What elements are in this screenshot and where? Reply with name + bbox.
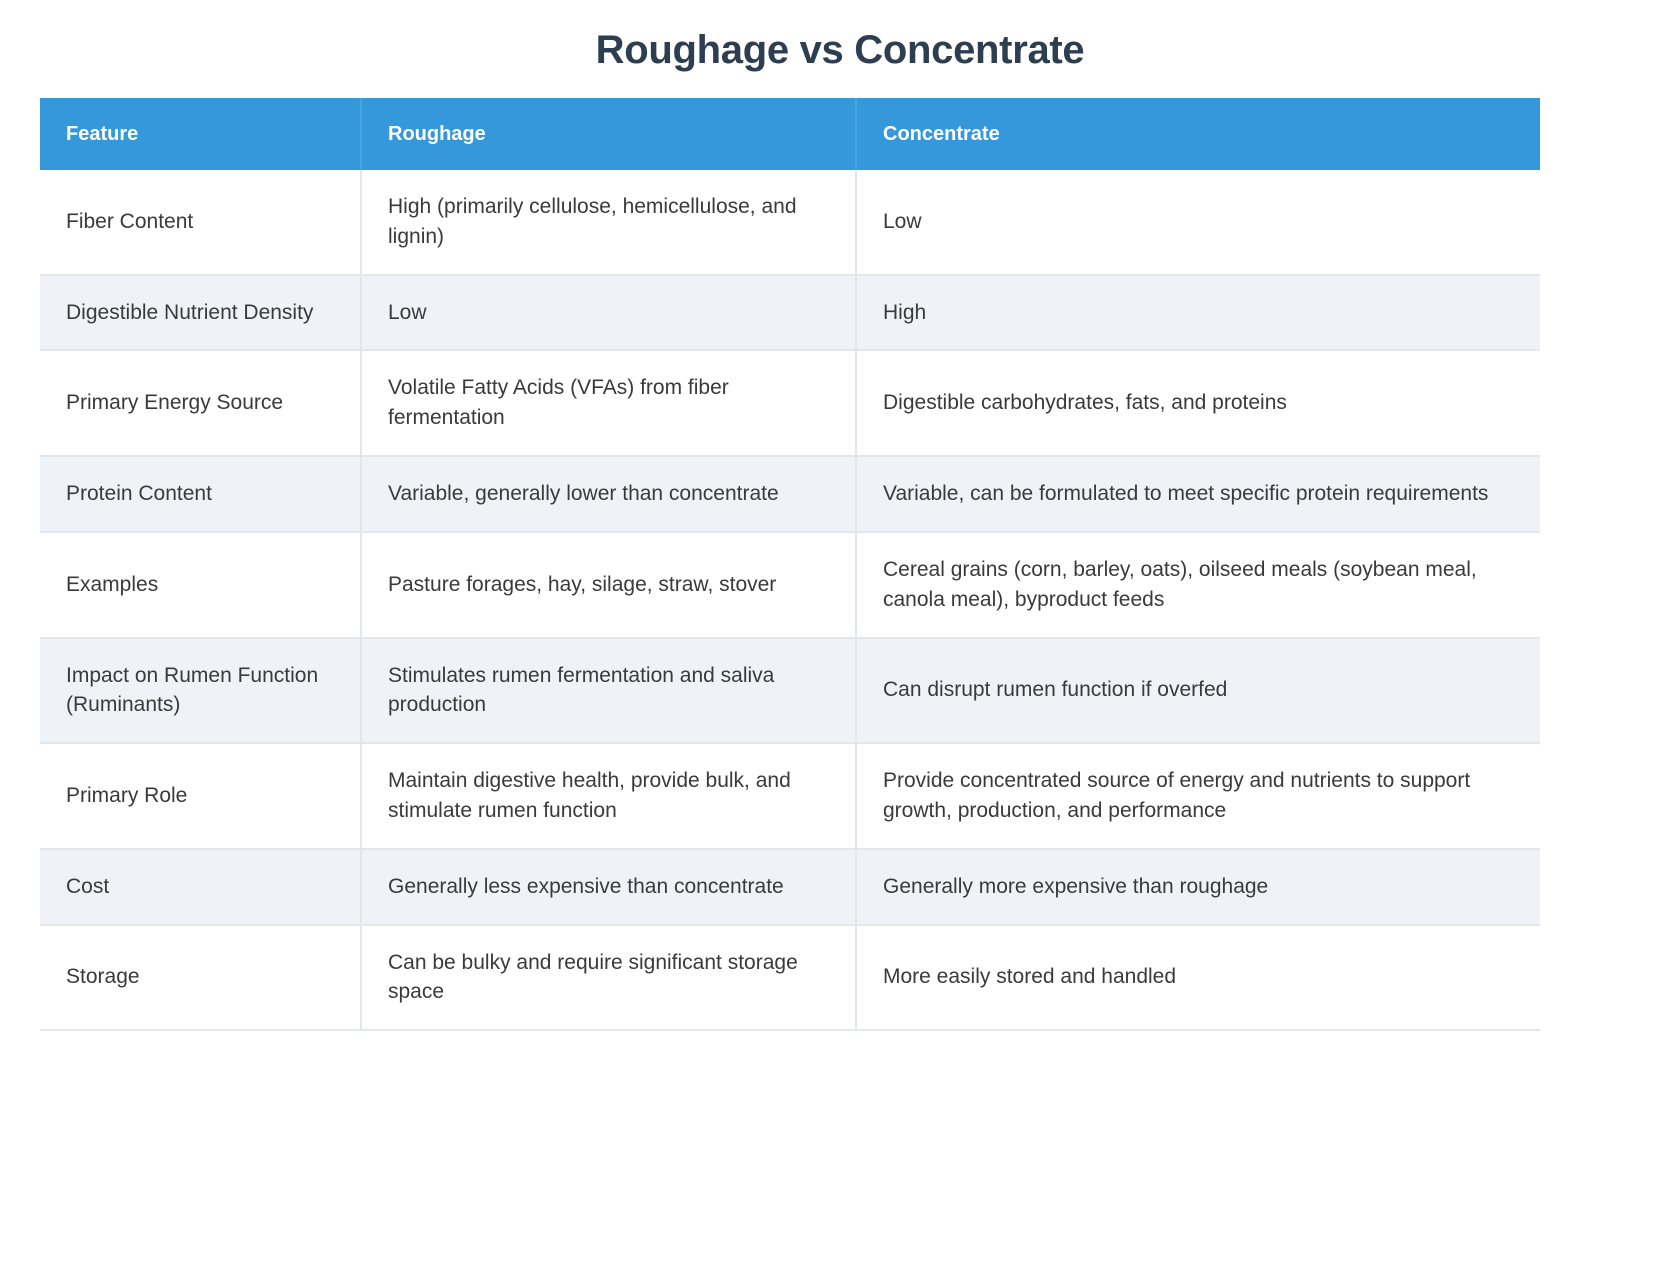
cell-roughage: Can be bulky and require significant storage space [362,926,857,1032]
column-header-feature: Feature [40,98,362,170]
page-title: Roughage vs Concentrate [595,28,1085,72]
cell-roughage: Low [362,276,857,352]
table-body [40,170,1540,1031]
cell-feature: Protein Content [40,457,362,533]
cell-roughage: Generally less expensive than concentrate [362,850,857,926]
cell-feature: Cost [40,850,362,926]
cell-roughage: Stimulates rumen fermentation and saliva production [362,639,857,745]
cell-feature: Primary Role [40,744,362,850]
cell-feature: Digestible Nutrient Density [40,276,362,352]
comparison-table [40,98,1540,1031]
comparison-table-wrapper [40,98,1638,1031]
table-row [40,276,1540,352]
cell-roughage: Variable, generally lower than concentrate [362,457,857,533]
cell-roughage: High (primarily cellulose, hemicellulose, and lignin) [362,170,857,276]
table-row [40,533,1540,639]
table-row [40,744,1540,850]
cell-concentrate: More easily stored and handled [857,926,1540,1032]
table-row [40,170,1540,276]
cell-concentrate: Low [857,170,1540,276]
table-row [40,926,1540,1032]
cell-feature: Impact on Rumen Function (Ruminants) [40,639,362,745]
cell-roughage: Maintain digestive health, provide bulk, and stimulate rumen function [362,744,857,850]
cell-concentrate: Can disrupt rumen function if overfed [857,639,1540,745]
column-header-concentrate: Concentrate [857,98,1540,170]
cell-concentrate: Variable, can be formulated to meet specific protein requirements [857,457,1540,533]
cell-feature: Storage [40,926,362,1032]
column-header-roughage: Roughage [362,98,857,170]
table-row [40,639,1540,745]
table-header-row [40,98,1540,170]
cell-concentrate: Digestible carbohydrates, fats, and proteins [857,351,1540,457]
cell-roughage: Pasture forages, hay, silage, straw, stover [362,533,857,639]
cell-concentrate: High [857,276,1540,352]
table-row [40,351,1540,457]
cell-roughage: Volatile Fatty Acids (VFAs) from fiber fermentation [362,351,857,457]
table-row [40,457,1540,533]
table-row [40,850,1540,926]
cell-feature: Primary Energy Source [40,351,362,457]
cell-concentrate: Provide concentrated source of energy and nutrients to support growth, production, and performance [857,744,1540,850]
cell-feature: Fiber Content [40,170,362,276]
cell-feature: Examples [40,533,362,639]
cell-concentrate: Cereal grains (corn, barley, oats), oilseed meals (soybean meal, canola meal), byproduct feeds [857,533,1540,639]
cell-concentrate: Generally more expensive than roughage [857,850,1540,926]
table-header [40,98,1540,170]
